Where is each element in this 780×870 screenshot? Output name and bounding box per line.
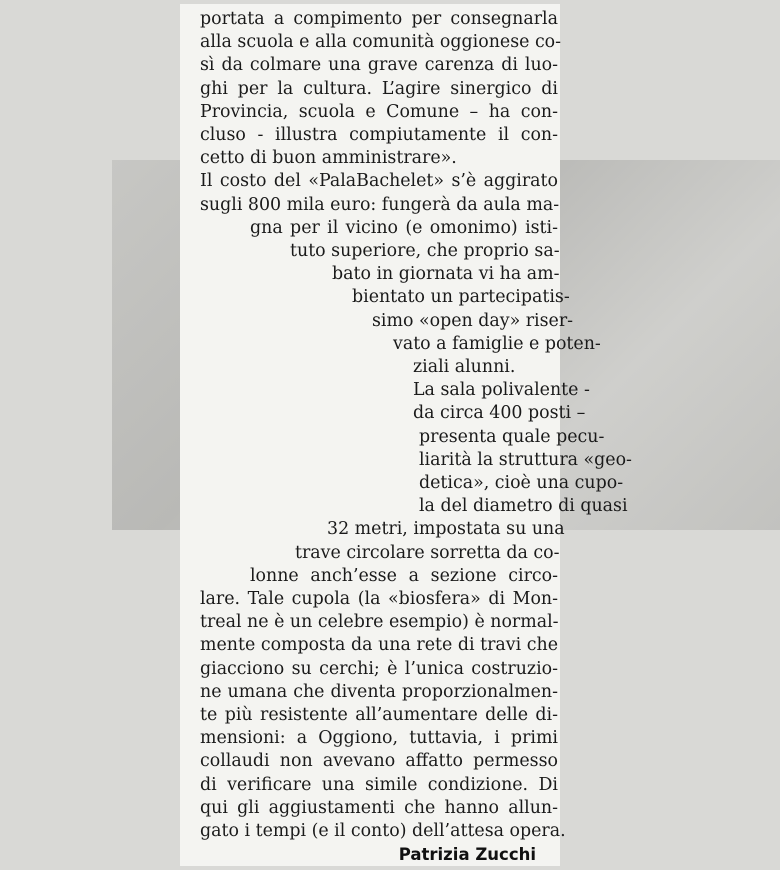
article-line: trave circolare sorretta da co-: [295, 542, 560, 563]
article-line: gato i tempi (e il conto) dell’attesa opera.: [200, 821, 566, 841]
article-line: Provincia, scuola e Comune – ha con-: [200, 101, 558, 122]
article-line: cetto di buon amministrare».: [200, 148, 457, 169]
article-line: di verificare una simile condizione. Di: [200, 774, 558, 795]
article-line: vato a famiglie e poten-: [393, 333, 601, 354]
article-line: mente composta da una rete di travi che: [200, 635, 558, 656]
article-line: presenta quale pecu-: [419, 426, 605, 447]
article-line: simo «open day» riser-: [372, 310, 574, 331]
author-signature: Patrizia Zucchi: [398, 845, 536, 865]
article-line: liarità la struttura «geo-: [419, 449, 632, 470]
article-line: bientato un partecipatis-: [352, 287, 570, 308]
article-line: La sala polivalente -: [413, 380, 590, 401]
article-line: ne umana che diventa proporzionalmen-: [200, 681, 558, 702]
article-line: da circa 400 posti –: [413, 403, 586, 424]
article-line: bato in giornata vi ha am-: [332, 264, 560, 285]
article-line: gna per il vicino (e omonimo) isti-: [250, 217, 558, 238]
article-line: collaudi non avevano affatto permesso: [200, 751, 558, 772]
article-line: qui gli aggiustamenti che hanno allun-: [200, 797, 558, 818]
article-line: 32 metri, impostata su una: [327, 519, 565, 540]
article-line: treal ne è un celebre esempio) è normal-: [200, 612, 559, 633]
article-line: tuto superiore, che proprio sa-: [290, 241, 560, 261]
article-line: giacciono su cerchi; è l’unica costruzio-: [200, 658, 558, 679]
article-line: te più resistente all’aumentare delle di-: [200, 705, 558, 725]
article-line: cluso - illustra compiutamente il con-: [200, 125, 558, 145]
article-line: mensioni: a Oggiono, tuttavia, i primi: [200, 728, 558, 749]
article-line: alla scuola e alla comunità oggionese co-: [200, 32, 562, 53]
article-line: Il costo del «PalaBachelet» s’è aggirato: [200, 171, 558, 192]
article-line: portata a compimento per consegnarla: [200, 9, 558, 29]
article-line: lare. Tale cupola (la «biosfera» di Mon-: [200, 589, 558, 609]
article-line: detica», cioè una cupo-: [419, 473, 624, 493]
article-line: ziali alunni.: [413, 357, 516, 377]
article-line: sugli 800 mila euro: fungerà da aula ma-: [200, 194, 560, 215]
article-line: ghi per la cultura. L’agire sinergico di: [200, 78, 558, 99]
article-line: sì da colmare una grave carenza di luo-: [200, 55, 558, 76]
article-column: [180, 4, 632, 866]
article-line: la del diametro di quasi: [419, 496, 628, 517]
article-line: lonne anch’esse a sezione circo-: [250, 565, 558, 586]
